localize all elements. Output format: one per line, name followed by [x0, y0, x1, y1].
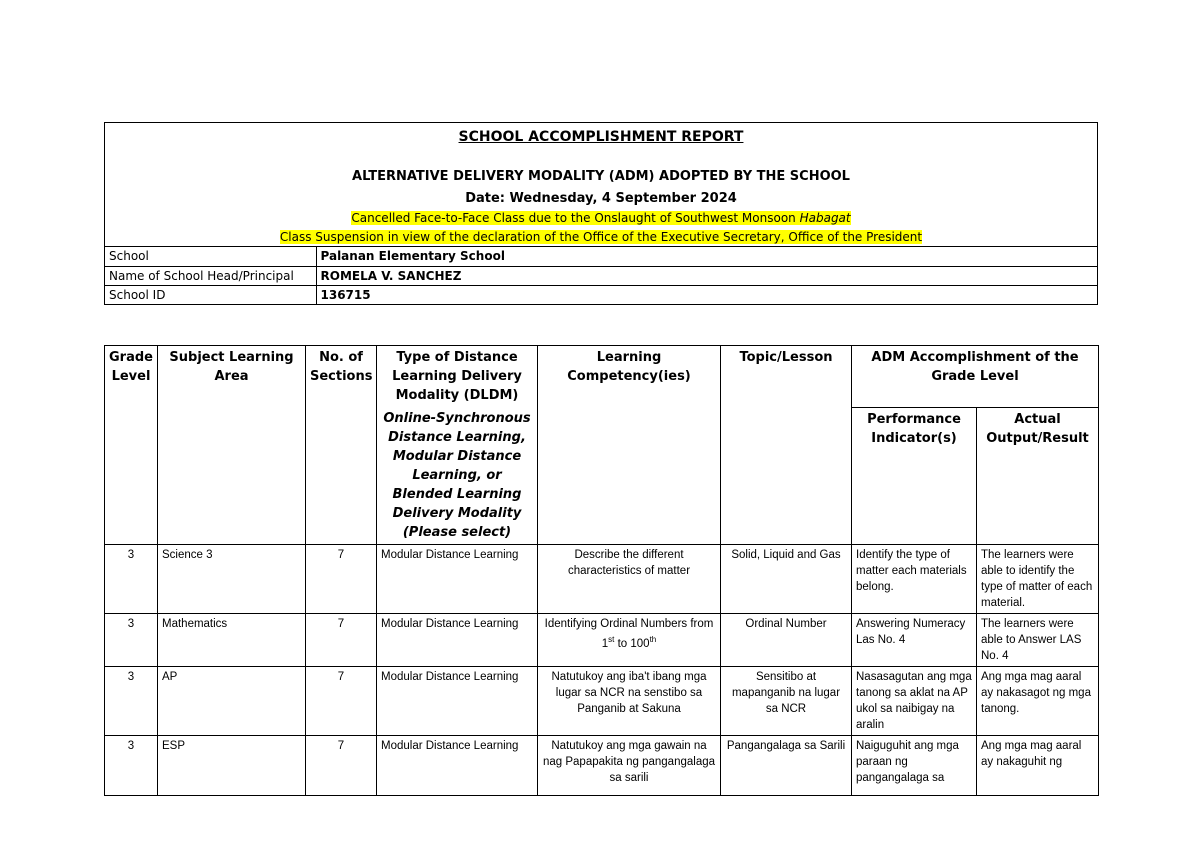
cell-competency: Describe the different characteristics of matter	[538, 545, 721, 614]
header-adm: ADM Accomplishment of the Grade Level	[852, 346, 1099, 408]
cell-sections: 7	[306, 614, 377, 667]
report-subtitle: ALTERNATIVE DELIVERY MODALITY (ADM) ADOPTED BY THE SCHOOL	[352, 169, 850, 184]
cell-grade: 3	[105, 545, 158, 614]
cell-topic: Sensitibo at mapanganib na lugar sa NCR	[721, 667, 852, 736]
report-header	[105, 123, 1097, 247]
cell-output: Ang mga mag aaral ay nakaguhit ng	[977, 736, 1099, 796]
header-topic: Topic/Lesson	[721, 346, 852, 545]
cell-sections: 7	[306, 667, 377, 736]
cell-sections: 7	[306, 736, 377, 796]
info-row-head	[105, 266, 1097, 285]
cell-topic: Pangangalaga sa Sarili	[721, 736, 852, 796]
info-value: ROMELA V. SANCHEZ	[316, 266, 1097, 285]
cell-topic: Solid, Liquid and Gas	[721, 545, 852, 614]
cell-sections: 7	[306, 545, 377, 614]
cell-subject: AP	[158, 667, 306, 736]
header-sections: No. of Sections	[306, 346, 377, 545]
adm-table	[104, 345, 1099, 796]
table-row	[105, 667, 1099, 736]
cell-dldm: Modular Distance Learning	[377, 667, 538, 736]
cell-output: The learners were able to identify the type of matter of each material.	[977, 545, 1099, 614]
cell-competency: Natutukoy ang iba't ibang mga lugar sa NCR na senstibo sa Panganib at Sakuna	[538, 667, 721, 736]
cell-indicator: Naiguguhit ang mga paraan ng pangangalaga sa	[852, 736, 977, 796]
info-value: 136715	[316, 285, 1097, 304]
cell-grade: 3	[105, 736, 158, 796]
cell-competency: Natutukoy ang mga gawain na nag Papapakita ng pangangalaga sa sarili	[538, 736, 721, 796]
cell-grade: 3	[105, 614, 158, 667]
notice-cancelled: Cancelled Face-to-Face Class due to the Onslaught of Southwest Monsoon Habagat	[351, 211, 851, 225]
cell-subject: Mathematics	[158, 614, 306, 667]
report-date: Date: Wednesday, 4 September 2024	[465, 191, 737, 206]
header-indicator: Performance Indicator(s)	[852, 407, 977, 545]
cell-dldm: Modular Distance Learning	[377, 545, 538, 614]
header-subject: Subject Learning Area	[158, 346, 306, 545]
table-row	[105, 614, 1099, 667]
table-row	[105, 545, 1099, 614]
cell-topic: Ordinal Number	[721, 614, 852, 667]
cell-indicator: Nasasagutan ang mga tanong sa aklat na AP ukol sa naibigay na aralin	[852, 667, 977, 736]
info-label: Name of School Head/Principal	[105, 266, 316, 285]
school-info-table	[105, 247, 1097, 304]
info-row-id	[105, 285, 1097, 304]
info-label: School	[105, 247, 316, 266]
info-label: School ID	[105, 285, 316, 304]
notice-suspension: Class Suspension in view of the declaration of the Office of the Executive Secretary, Office of the President	[279, 230, 923, 244]
table-row	[105, 736, 1099, 796]
dldm-note-1: Online-Synchronous Distance Learning,	[383, 411, 531, 445]
dldm-note-3: (Please select)	[402, 525, 512, 540]
info-row-school	[105, 247, 1097, 266]
report-title: SCHOOL ACCOMPLISHMENT REPORT	[458, 129, 744, 145]
cell-dldm: Modular Distance Learning	[377, 736, 538, 796]
cell-subject: Science 3	[158, 545, 306, 614]
header-dldm: Type of Distance Learning Delivery Modality (DLDM)	[377, 346, 538, 408]
header-competency: Learning Competency(ies)	[538, 346, 721, 545]
cell-indicator: Identify the type of matter each materials belong.	[852, 545, 977, 614]
cell-competency: Identifying Ordinal Numbers from 1st to 100th	[538, 614, 721, 667]
dldm-note-2: Modular Distance Learning, or Blended Learning Delivery Modality	[392, 449, 522, 521]
cell-indicator: Answering Numeracy Las No. 4	[852, 614, 977, 667]
cell-dldm: Modular Distance Learning	[377, 614, 538, 667]
header-output: Actual Output/Result	[977, 407, 1099, 545]
report-header-box	[104, 122, 1098, 305]
dldm-note	[377, 407, 538, 545]
info-value: Palanan Elementary School	[316, 247, 1097, 266]
cell-output: Ang mga mag aaral ay nakasagot ng mga tanong.	[977, 667, 1099, 736]
cell-subject: ESP	[158, 736, 306, 796]
header-grade: Grade Level	[105, 346, 158, 545]
cell-grade: 3	[105, 667, 158, 736]
cell-output: The learners were able to Answer LAS No. 4	[977, 614, 1099, 667]
